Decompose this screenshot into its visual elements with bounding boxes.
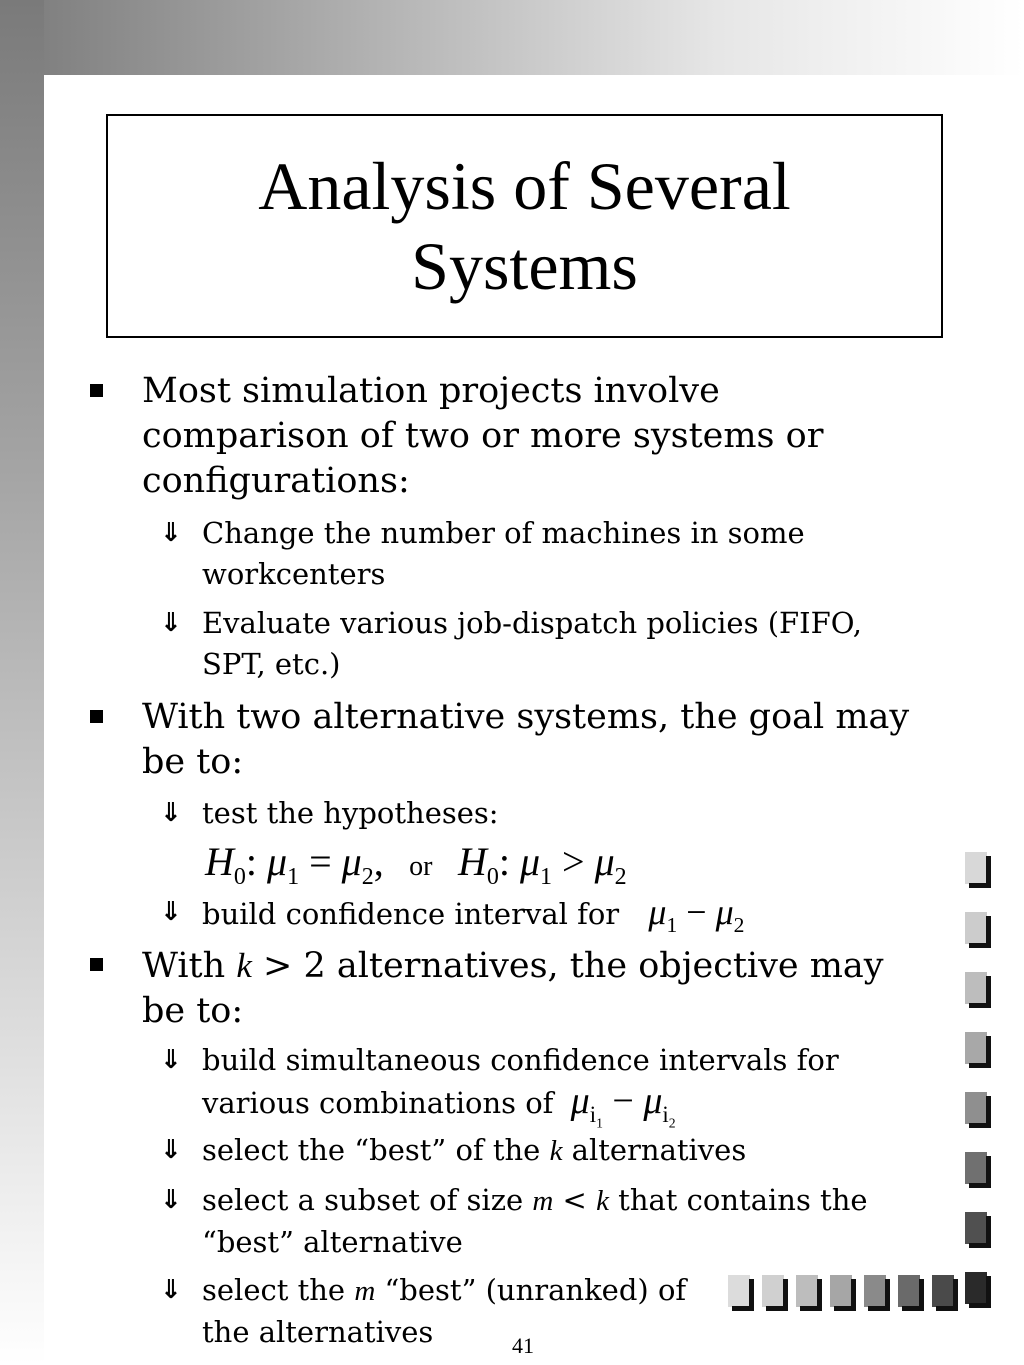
bullet-3-sub-1-text: build simultaneous confidence intervals for various combinations of (202, 1043, 839, 1120)
decorative-square (830, 1275, 852, 1307)
header-gradient-band (0, 0, 1024, 75)
square-bullet-icon (90, 710, 103, 723)
bullet-3-sub-4 (160, 1270, 720, 1353)
bullet-3-sub-4-pre: select the (202, 1273, 346, 1307)
mu-i1-i2-formula: $\mu_{i_1} - \mu_{i_2}$ (570, 1080, 676, 1131)
bullet-1-sub-1-text: Change the number of machines in some workcenters (202, 516, 805, 591)
bullet-1-sub-2 (160, 603, 930, 685)
bullet-3-sub-4-post: “best” (unranked) of the alternatives (202, 1273, 687, 1349)
arrow-down-icon: ⇓ (160, 798, 182, 828)
bullet-2-text: With two alternative systems, the goal may be to: (142, 697, 910, 782)
decorative-square (728, 1275, 750, 1307)
arrow-down-icon: ⇓ (160, 1045, 182, 1075)
bullet-3-sub-1 (160, 1040, 930, 1143)
decorative-square (965, 1032, 987, 1064)
formula-or: or (409, 851, 433, 882)
page-number: 41 (512, 1333, 534, 1358)
decorative-square (965, 912, 987, 944)
bullet-1-sub-2-text: Evaluate various job-dispatch policies (FIFO, SPT, etc.) (202, 606, 863, 681)
decorative-square (965, 1092, 987, 1124)
bullet-1-sub-1 (160, 513, 930, 595)
arrow-down-icon: ⇓ (160, 608, 182, 638)
square-bullet-icon (90, 958, 103, 971)
bullet-3-sub-4-m: m (354, 1275, 376, 1307)
bullet-3-sub-3 (160, 1180, 930, 1263)
bullet-2 (90, 695, 920, 785)
hypothesis-formula: $H_0$: $\mu_1 = \mu_2$, or $H_0$: $\mu_1 > \mu_2$ (205, 839, 627, 890)
arrow-down-icon: ⇓ (160, 1275, 182, 1305)
arrow-down-icon: ⇓ (160, 1185, 182, 1215)
decorative-square (762, 1275, 784, 1307)
arrow-down-icon: ⇓ (160, 1135, 182, 1165)
bullet-3-sub-3-m: m (532, 1185, 554, 1217)
bullet-2-sub-2 (160, 892, 930, 946)
bullet-3-sub-3-lt: < (562, 1183, 587, 1217)
decorative-square (898, 1275, 920, 1307)
left-gradient-band (0, 0, 44, 1365)
decorative-square (864, 1275, 886, 1307)
arrow-down-icon: ⇓ (160, 518, 182, 548)
bullet-3-sub-2-pre: select the “best” of the (202, 1133, 541, 1167)
decorative-square (965, 1212, 987, 1244)
bullet-3-sub-3-post: that contains the “best” alternative (202, 1183, 868, 1259)
mu-difference-formula: $\mu_1 - \mu_2$ (648, 892, 745, 938)
decorative-square (965, 1272, 987, 1304)
bullet-3 (90, 943, 920, 1034)
bullet-3-text-pre: With (142, 946, 226, 986)
bullet-3-sub-2-post: alternatives (571, 1133, 747, 1167)
bullet-2-sub-2-text: build confidence interval for (202, 897, 620, 931)
slide-title: Analysis of Several Systems (258, 148, 791, 304)
decorative-square (965, 852, 987, 884)
bullet-1 (90, 369, 920, 504)
bullet-3-sub-2 (160, 1130, 930, 1172)
bullet-3-k: k (236, 946, 252, 985)
bullet-3-text-post: > 2 alternatives, the objective may be to: (142, 946, 884, 1031)
bullet-2-sub-1 (160, 793, 930, 834)
decorative-square (965, 1152, 987, 1184)
bullet-1-text: Most simulation projects involve comparison of two or more systems or configurations: (142, 371, 824, 501)
bullet-3-sub-2-k: k (549, 1135, 563, 1167)
decorative-square (932, 1275, 954, 1307)
bullet-2-sub-1-text: test the hypotheses: (202, 796, 499, 830)
square-bullet-icon (90, 384, 103, 397)
bullet-3-sub-3-k: k (596, 1185, 609, 1217)
title-box (106, 114, 943, 338)
bullet-3-sub-3-pre: select a subset of size (202, 1183, 524, 1217)
arrow-down-icon: ⇓ (160, 897, 182, 927)
decorative-square (965, 972, 987, 1004)
decorative-square (796, 1275, 818, 1307)
